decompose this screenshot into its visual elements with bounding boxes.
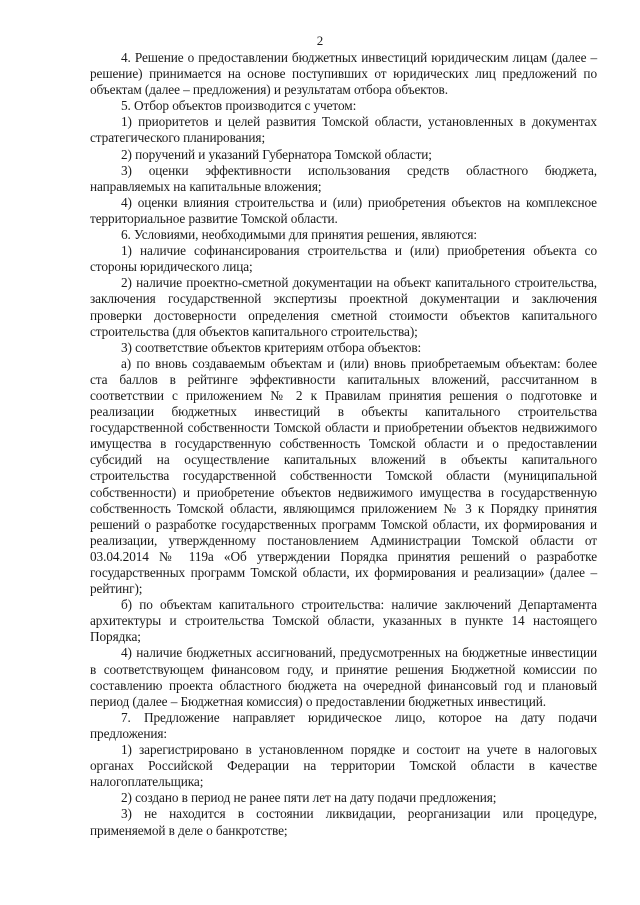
list-item: а) по вновь создаваемым объектам и (или) вновь приобретаемым объектам: более ста баллов в рейтинге эффективности капитальных вложений, рассчитанном в соответствии с приложением № 2 к Правилам принятия решения о подготовке и реализации бюджетных инвестиций в объекты капитального строительства государственной собственности Томской области и приобретении объектов недвижимого имущества в государственную собственность Томской области и о предоставлении субсидий на осуществление капитальных вложений в объекты капитального строительства государственной собственности Томской области (муниципальной собственности) и приобретение объектов недвижимого имущества в государственную собственность Томской области, являющимся приложением № 3 к Порядку принятия решений о разработке государственных программ Томской области, их формирования и реализации, утвержденному постановлением Администрации Томской области от 03.04.2014 № 119а «Об утверждении Порядка принятия решений о разработке государственных программ Томской области, их формирования и реализации» (далее – рейтинг); — [90, 355, 597, 597]
list-item: 3) не находится в состоянии ликвидации, реорганизации или процедуре, применяемой в деле о банкротстве; — [90, 806, 597, 838]
list-item: 2) поручений и указаний Губернатора Томской области; — [121, 146, 432, 162]
list-item: б) по объектам капитального строительства: наличие заключений Департамента архитектуры и строительства Томской области, указанных в пункте 14 настоящего Порядка; — [90, 597, 597, 645]
paragraph-item-7: 7. Предложение направляет юридическое лицо, которое на дату подачи предложения: — [90, 709, 597, 741]
paragraph-item-6: 6. Условиями, необходимыми для принятия решения, являются: — [121, 227, 478, 243]
paragraph-item-4: 4. Решение о предоставлении бюджетных инвестиций юридическим лицам (далее – решение) принимается на основе поступивших от юридических лиц предложений по объектам (далее – предложения) и результатам отбора объектов. — [90, 50, 597, 98]
list-item: 2) создано в период не ранее пяти лет на дату подачи предложения; — [121, 790, 497, 806]
list-item: 1) приоритетов и целей развития Томской области, установленных в документах стратегического планирования; — [90, 114, 597, 146]
list-item: 3) соответствие объектов критериям отбора объектов: — [121, 339, 422, 355]
list-item: 1) наличие софинансирования строительства и (или) приобретения объекта со стороны юридического лица; — [90, 243, 597, 275]
page-number: 2 — [316, 33, 324, 48]
list-item: 2) наличие проектно-сметной документации на объект капитального строительства, заключения государственной экспертизы проектной документации и заключения проверки достоверности определения сметной стоимости объектов капитального строительства (для объектов капитального строительства); — [90, 275, 597, 339]
list-item: 4) оценки влияния строительства и (или) приобретения объектов на комплексное территориальное развитие Томской области. — [90, 194, 597, 226]
paragraph-item-5: 5. Отбор объектов производится с учетом: — [121, 98, 357, 114]
list-item: 4) наличие бюджетных ассигнований, предусмотренных на бюджетные инвестиции в соответствующем финансовом году, и принятие решения Бюджетной комиссии по составлению проекта областного бюджета на очередной финансовый год и плановый период (далее – Бюджетная комиссия) о предоставлении бюджетных инвестиций. — [90, 645, 597, 709]
list-item: 3) оценки эффективности использования средств областного бюджета, направляемых на капитальные вложения; — [90, 162, 597, 194]
list-item: 1) зарегистрировано в установленном порядке и состоит на учете в налоговых органах Российской Федерации на территории Томской области в качестве налогоплательщика; — [90, 742, 597, 790]
document-body — [90, 50, 597, 839]
